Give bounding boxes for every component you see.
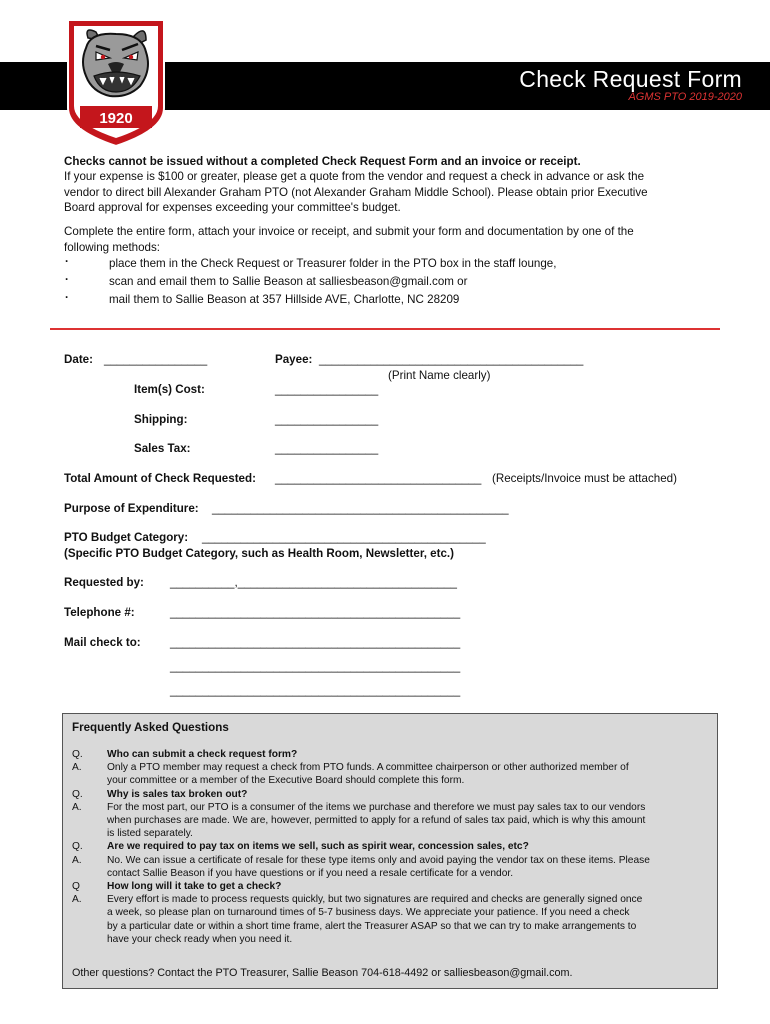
telephone-field[interactable]: _____________________________________________ [170, 606, 461, 619]
faq-question: Are we required to pay tax on items we sell, such as spirit wear, concession sales, etc? [107, 841, 529, 853]
budget-category-label: PTO Budget Category: [64, 531, 189, 544]
methods-line: following methods: [64, 240, 161, 254]
date-field[interactable]: ________________ [104, 353, 208, 366]
faq-tag: Q. [72, 749, 83, 760]
payee-field[interactable]: _________________________________________ [319, 353, 584, 366]
faq-tag: A. [72, 854, 82, 866]
faq-answer-line: For the most part, our PTO is a consumer of the items we purchase and therefore we must pay sales tax to our vendors [107, 801, 646, 813]
intro-line: Board approval for expenses exceeding your committee's budget. [64, 201, 401, 214]
bullet-icon: · [65, 273, 69, 286]
sales-tax-label: Sales Tax: [134, 442, 191, 455]
method-item: mail them to Sallie Beason at 357 Hillside AVE, Charlotte, NC 28209 [109, 293, 460, 306]
budget-category-field[interactable]: ____________________________________________ [202, 531, 486, 544]
page-title: Check Request Form [519, 66, 742, 92]
logo-year: 1920 [99, 110, 133, 127]
faq-tag: Q [72, 881, 80, 892]
faq-tag: A. [72, 801, 82, 813]
mail-address-line-1[interactable]: _____________________________________________ [170, 636, 461, 649]
faq-tag: A. [72, 894, 82, 906]
payee-label: Payee: [275, 353, 313, 366]
items-cost-label: Item(s) Cost: [134, 383, 205, 396]
faq-answer-line: Only a PTO member may request a check from PTO funds. A committee chairperson or other authorized member of [107, 762, 629, 774]
purpose-field[interactable]: ______________________________________________ [212, 502, 509, 515]
bullet-icon: · [65, 291, 69, 304]
intro-line: vendor to direct bill Alexander Graham PTO (not Alexander Graham Middle School). Please obtain prior Executive [64, 185, 648, 199]
faq-question: Why is sales tax broken out? [107, 788, 248, 800]
faq-answer-line: No. We can issue a certificate of resale for these type items only and avoid paying the vendor tax on these items. Please [107, 854, 650, 866]
faq-answer-line: have your check ready when you need it. [107, 933, 293, 945]
bullet-icon: · [65, 255, 69, 268]
faq-answer-line: is listed separately. [107, 828, 193, 840]
bulldog-icon [83, 30, 148, 96]
shipping-label: Shipping: [134, 413, 188, 426]
faq-answer-line: Every effort is made to process requests quickly, but two signatures are required and checks are generally signed once [107, 894, 643, 906]
mail-check-label: Mail check to: [64, 636, 141, 649]
divider-rule [50, 328, 720, 330]
faq-tag: A. [72, 762, 82, 774]
requested-by-field[interactable]: __________,__________________________________ [170, 576, 457, 589]
faq-answer-line: contact Sallie Beason if you have questions or if you need a resale certificate for a vendor. [107, 867, 514, 879]
faq-answer-line: by a particular date or within a short time frame, alert the Treasurer ASAP so that we can try to make arrangements to [107, 920, 637, 932]
total-field[interactable]: ________________________________ [275, 472, 482, 485]
total-note: (Receipts/Invoice must be attached) [492, 472, 677, 485]
method-item: place them in the Check Request or Treasurer folder in the PTO box in the staff lounge, [109, 257, 557, 270]
faq-tag: Q. [72, 841, 83, 853]
requested-by-label: Requested by: [64, 576, 144, 589]
payee-note: (Print Name clearly) [388, 369, 491, 382]
purpose-label: Purpose of Expenditure: [64, 502, 199, 515]
faq-contact: Other questions? Contact the PTO Treasurer, Sallie Beason 704-618-4492 or salliesbeason@gmail.com. [72, 967, 573, 979]
faq-answer-line: your committee or a member of the Executive Board should complete this form. [107, 775, 465, 787]
faq-tag: Q. [72, 788, 83, 800]
method-item: scan and email them to Sallie Beason at salliesbeason@gmail.com or [109, 275, 468, 288]
faq-question: How long will it take to get a check? [107, 881, 282, 892]
date-label: Date: [64, 353, 93, 366]
bulldog-shield-logo [66, 18, 166, 148]
mail-address-line-3[interactable]: _____________________________________________ [170, 684, 461, 697]
methods-line: Complete the entire form, attach your invoice or receipt, and submit your form and documentation by one of the [64, 225, 634, 238]
shipping-field[interactable]: ________________ [275, 413, 379, 426]
telephone-label: Telephone #: [64, 606, 135, 619]
budget-category-note: (Specific PTO Budget Category, such as Health Room, Newsletter, etc.) [64, 547, 454, 560]
faq-question: Who can submit a check request form? [107, 749, 298, 760]
page-subtitle: AGMS PTO 2019-2020 [628, 91, 742, 103]
faq-heading: Frequently Asked Questions [72, 721, 229, 734]
sales-tax-field[interactable]: ________________ [275, 442, 379, 455]
mail-address-line-2[interactable]: _____________________________________________ [170, 660, 461, 673]
intro-bold-line: Checks cannot be issued without a completed Check Request Form and an invoice or receipt. [64, 155, 581, 168]
items-cost-field[interactable]: ________________ [275, 383, 379, 396]
faq-answer-line: when purchases are made. We are, however, permitted to apply for a refund of sales tax paid, which is why this amount [107, 815, 646, 826]
intro-line: If your expense is $100 or greater, please get a quote from the vendor and request a check in advance or ask the [64, 170, 645, 183]
faq-answer-line: a week, so please plan on turnaround times of 5-7 business days. We appreciate your patience. If you need a check [107, 907, 630, 919]
total-label: Total Amount of Check Requested: [64, 472, 256, 485]
